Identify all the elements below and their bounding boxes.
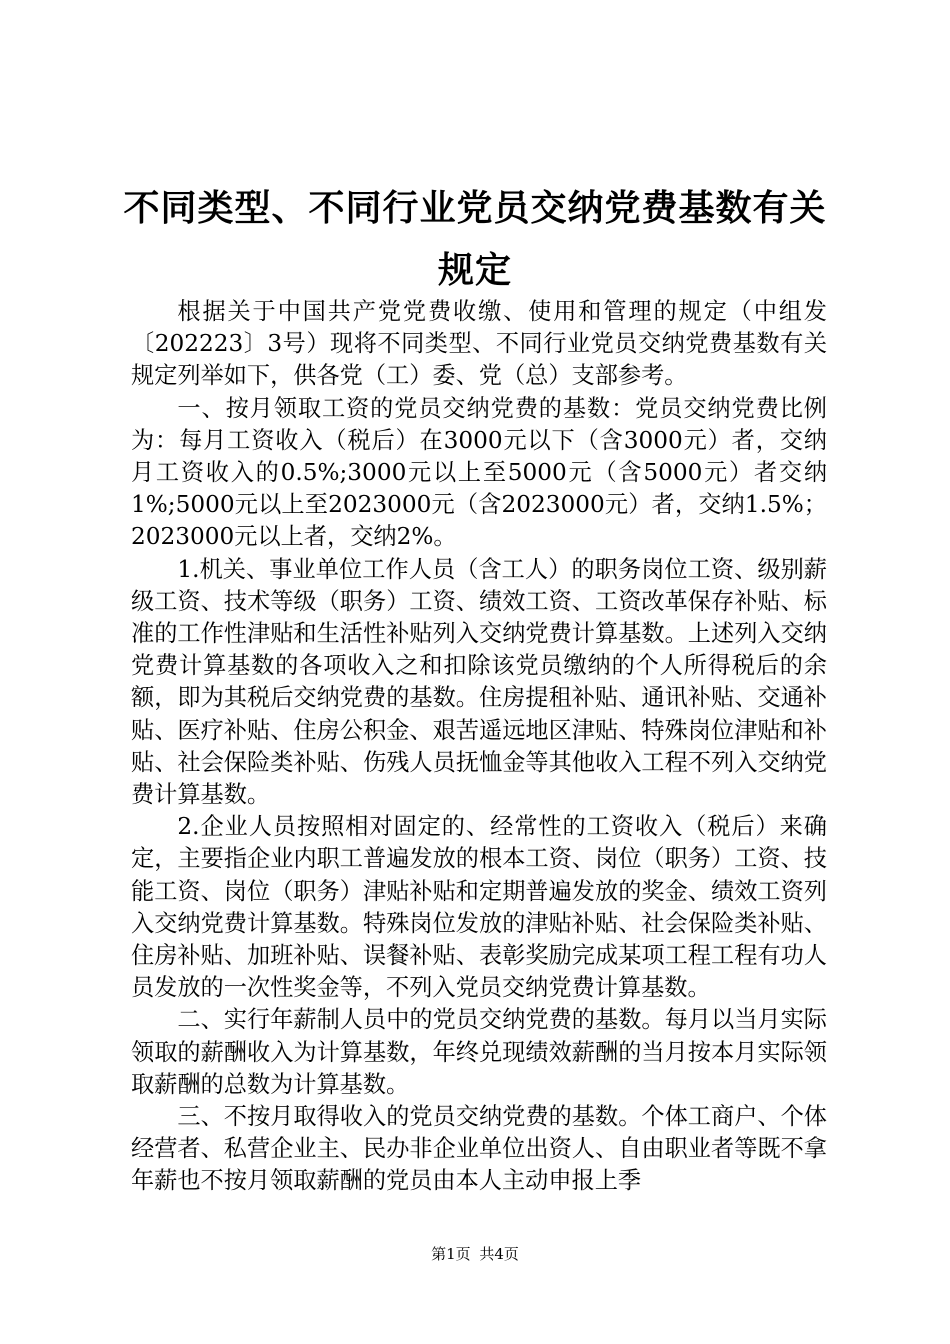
- paragraph-section-2: 二、实行年薪制人员中的党员交纳党费的基数。每月以当月实际领取的薪酬收入为计算基数，年终兑现绩效薪酬的当月按本月实际领取薪酬的总数为计算基数。: [131, 1006, 827, 1098]
- paragraph-item-1: 1.机关、事业单位工作人员（含工人）的职务岗位工资、级别薪级工资、技术等级（职务）工资、绩效工资、工资改革保存补贴、标准的工作性津贴和生活性补贴列入交纳党费计算基数。上述列入交纳党费计算基数的各项收入之和扣除该党员缴纳的个人所得税后的余额，即为其税后交纳党费的基数。住房提租补贴、通讯补贴、交通补贴、医疗补贴、住房公积金、艰苦遥远地区津贴、特殊岗位津贴和补贴、社会保险类补贴、伤残人员抚恤金等其他收入工程不列入交纳党费计算基数。: [131, 555, 827, 809]
- paragraph-item-2: 2.企业人员按照相对固定的、经常性的工资收入（税后）来确定，主要指企业内职工普遍发放的根本工资、岗位（职务）工资、技能工资、岗位（职务）津贴补贴和定期普遍发放的奖金、绩效工资列入交纳党费计算基数。特殊岗位发放的津贴补贴、社会保险类补贴、住房补贴、加班补贴、误餐补贴、表彰奖励完成某项工程工程有功人员发放的一次性奖金等，不列入党员交纳党费计算基数。: [131, 813, 827, 1002]
- paragraph-section-3: 三、不按月取得收入的党员交纳党费的基数。个体工商户、个体经营者、私营企业主、民办非企业单位出资人、自由职业者等既不拿年薪也不按月领取薪酬的党员由本人主动申报上季: [131, 1103, 827, 1195]
- page-footer: [0, 1244, 950, 1264]
- paragraph-intro: 根据关于中国共产党党费收缴、使用和管理的规定（中组发〔202223〕3号）现将不同类型、不同行业党员交纳党费基数有关规定列举如下，供各党（工）委、党（总）支部参考。: [131, 298, 827, 390]
- document-title: 不同类型、不同行业党员交纳党费基数有关规定: [123, 188, 827, 291]
- paragraph-section-1: 一、按月领取工资的党员交纳党费的基数：党员交纳党费比例为：每月工资收入（税后）在3000元以下（含3000元）者，交纳月工资收入的0.5%;3000元以上至5000元（含5000元）者交纳1%;5000元以上至2023000元（含2023000元）者，交纳1.5%；2023000元以上者，交纳2%。: [131, 394, 827, 551]
- page-number: 第1页: [431, 1245, 471, 1263]
- page-total: 共4页: [479, 1245, 519, 1263]
- document-body: [131, 296, 827, 1198]
